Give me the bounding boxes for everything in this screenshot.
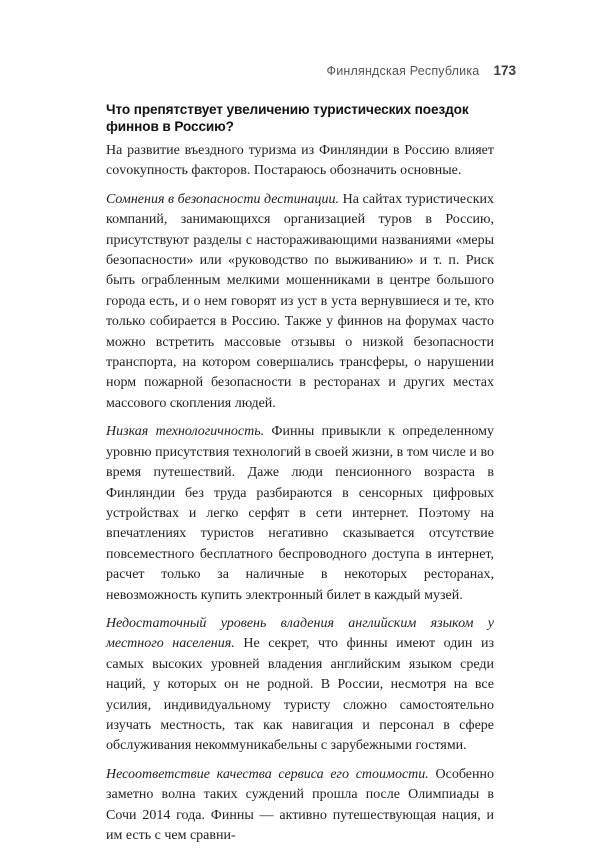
paragraph-service bbox=[106, 765, 494, 847]
paragraph-english bbox=[106, 614, 494, 757]
paragraph-text: Не секрет, что финны имеют один из самых высоких уровней владения английским языком среди наций, у которых он не родной. В России, несмотря на все усилия, индивидуальному туристу сложно самостоятельно изучать местность, так как навигация и персонал в сфере обслуживания некоммуникабельны с зарубежными гостями. bbox=[106, 636, 494, 754]
paragraph-text: Особенно заметно волна таких суждений прошла после Олимпиады в Сочи 2014 года. Финны — активно путешествующая нация, и им есть с чем сравни- bbox=[106, 766, 494, 843]
page-body bbox=[106, 101, 494, 854]
paragraph-technology bbox=[106, 422, 494, 606]
running-header bbox=[327, 63, 517, 78]
page-number: 173 bbox=[493, 63, 516, 78]
paragraph-text: Финны привыкли к определенному уровню присутствия технологий в своей жизни, в том числе и во время путешествий. Даже люди пенсионного возраста в Финляндии без труда разбираются в сенсорных цифровых устройствах и легко серфят в сети интернет. Поэтому на впечатлениях туристов негативно сказывается отсутствие повсеместного бесплатного беспроводного доступа в интернет, расчет только за наличные в некоторых ресторанах, невозможность купить электронный билет в каждый музей. bbox=[106, 424, 494, 603]
paragraph-safety bbox=[106, 190, 494, 414]
section-heading: Что препятствует увеличению туристических поездок финнов в Россию? bbox=[106, 102, 469, 134]
paragraph-text: На сайтах туристических компаний, занимающихся организацией туров в Россию, присутствуют разделы с настораживающими названиями «меры безопасности» или «руководство по выживанию» и т. п. Риск быть ограбленным мелкими мошенниками в центре большого города есть, и о нем говорят из уст в уста вернувшиеся и те, кто только собирается в Россию. Также у финнов на форумах часто можно встретить массовые отзывы о низкой безопасности транспорта, на котором совершались трансферы, о нарушении норм пожарной безопасности в ресторанах и других местах массового скопления людей. bbox=[106, 191, 494, 411]
paragraph-lead: Низкая технологичность. bbox=[106, 424, 265, 440]
paragraph-lead: Несоответствие качества сервиса его стоимости. bbox=[106, 766, 429, 782]
running-title: Финляндская Республика bbox=[326, 64, 480, 78]
paragraph-intro bbox=[106, 141, 494, 182]
paragraph-text: На развитие въездного туризма из Финляндии в Россию влияет соvокупность факторов. Постараюсь обозначить основные. bbox=[106, 143, 494, 179]
paragraph-lead: Сомнения в безопасности дестинации. bbox=[106, 191, 340, 207]
paragraph-lead: Недостаточный уровень владения английским языком у местного населения. bbox=[106, 615, 494, 652]
